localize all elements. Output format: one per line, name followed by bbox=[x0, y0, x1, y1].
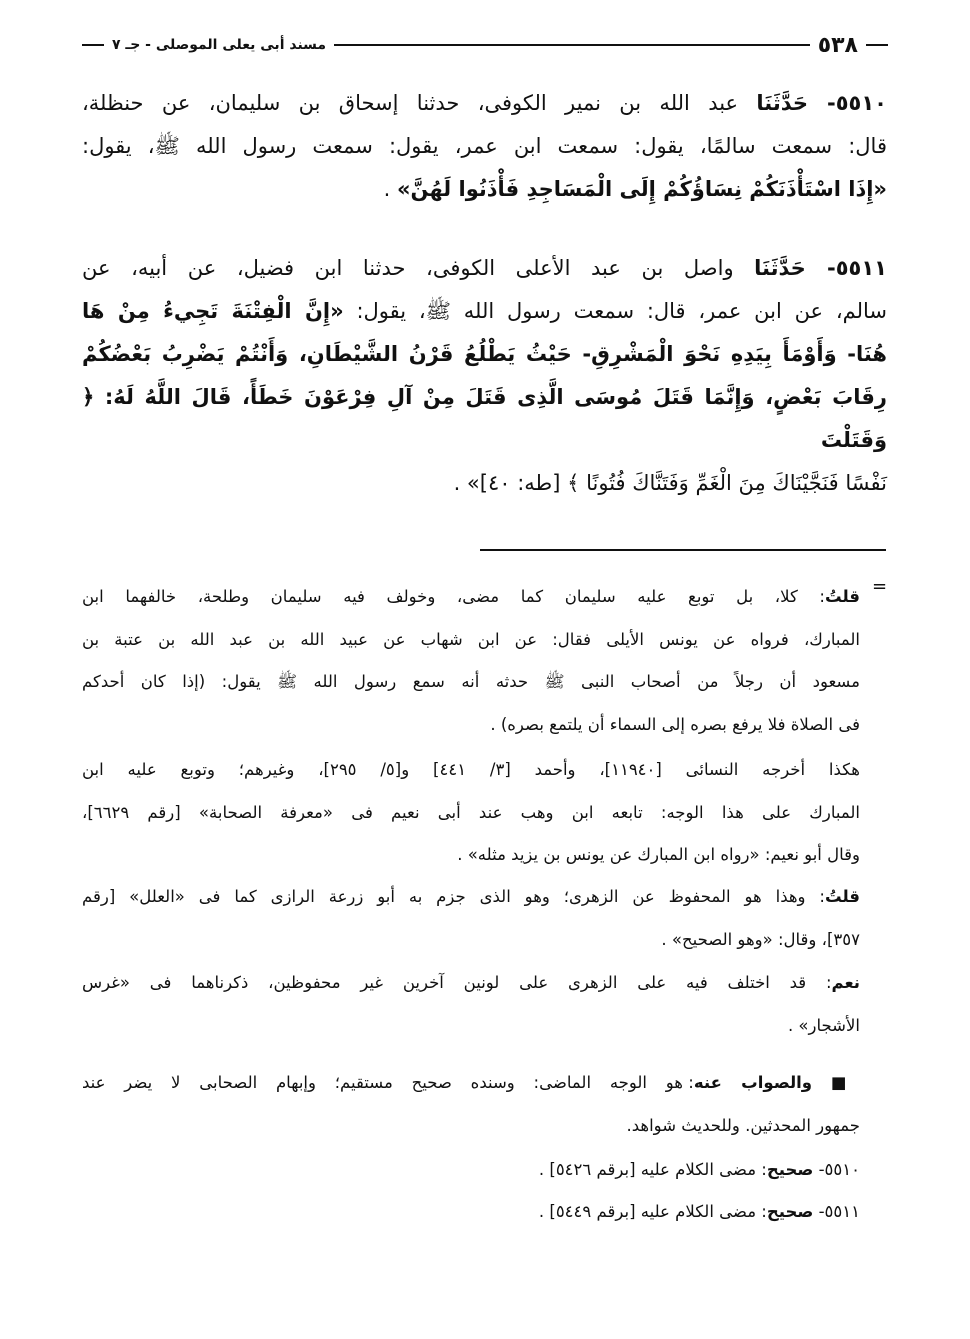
bold-text: رِقَابَ بَعْضٍ، وَإِنَّمَا قَتَلَ مُوسَى الَّذِى قَتَلَ مِنْ آلِ فِرْعَوْنَ خَطَأً، قَالَ اللَّهُ لَهُ: ﴿ وَقَتَلْتَ bbox=[82, 385, 887, 452]
text-line bbox=[82, 704, 860, 747]
text-line bbox=[82, 82, 887, 125]
text-line bbox=[82, 661, 860, 704]
text: : وهذا هو المحفوظ عن الزهرى؛ وهو الذى جزم به أبو زرعة الرازى كما فى «العلل» [رقم bbox=[82, 887, 825, 906]
text-line bbox=[82, 1005, 860, 1048]
bold-text: «إِنَّ الْفِتْنَةَ تَجِيءُ مِنْ هَا bbox=[82, 299, 344, 323]
continuation-mark: = bbox=[872, 576, 888, 597]
page-number: ٥٣٨ bbox=[817, 32, 858, 58]
text: هكذا أخرجه النسائى [١١٩٤٠]، وأحمد [٣/ ٤٤١] و[٥/ ٢٩٥]، وغيرهم؛ وتوبع عليه ابن bbox=[82, 760, 860, 779]
text-line bbox=[82, 576, 860, 619]
text-line bbox=[82, 1191, 860, 1234]
text-line bbox=[82, 619, 860, 662]
text: واصل بن عبد الأعلى الكوفى، حدثنا ابن فضيل، عن أبيه، عن bbox=[82, 256, 755, 280]
text: : مضى الكلام عليه [برقم ٥٤٢٦] . bbox=[538, 1160, 767, 1179]
text: مسعود أن رجلاً من أصحاب النبى ﷺ حدثه أنه سمع رسول الله ﷺ يقول: (إذا كان أحدكم bbox=[82, 672, 860, 692]
footnote-paragraph bbox=[82, 1191, 860, 1234]
text: ■ bbox=[812, 1073, 860, 1092]
text-line bbox=[82, 462, 887, 505]
text: ٥٥١١- bbox=[813, 1202, 860, 1221]
bold-text: صحيح bbox=[766, 1160, 814, 1179]
text: : هو الوجه الماضى: وسنده صحيح مستقيم؛ وإبهام الصحابى لا يضر عند bbox=[82, 1073, 694, 1092]
bold-text: ٥٥١١- حَدَّثَنَا bbox=[754, 256, 887, 280]
text-line bbox=[82, 876, 860, 919]
text-line bbox=[82, 247, 887, 290]
footnote-paragraph bbox=[82, 1062, 860, 1147]
header-dash bbox=[866, 44, 888, 46]
footnote-separator bbox=[480, 549, 886, 551]
hadith-paragraph bbox=[82, 247, 887, 505]
text: المبارك، فرواه عن يونس الأيلى فقال: عن ابن شهاب عن عبيد الله بن عبد الله بن عتبة بن bbox=[82, 629, 860, 649]
text-line bbox=[82, 1105, 860, 1148]
text: : مضى الكلام عليه [برقم ٥٤٤٩] . bbox=[538, 1202, 767, 1221]
text-line bbox=[82, 1149, 860, 1192]
text-line bbox=[82, 125, 887, 168]
text-line bbox=[82, 1062, 860, 1105]
header-dash bbox=[82, 44, 104, 46]
text: قال: سمعت سالمًا، يقول: سمعت ابن عمر، يقول: سمعت رسول الله ﷺ، يقول: bbox=[82, 134, 887, 158]
book-title: مسند أبى يعلى الموصلى - جـ ٧ bbox=[112, 37, 327, 53]
bold-text: قلتُ bbox=[824, 587, 860, 606]
text-line bbox=[82, 792, 860, 835]
bold-text: نعم bbox=[831, 973, 860, 992]
text: المبارك على هذا الوجه: تابعه ابن وهب عند أبى نعيم فى «معرفة الصحابة» [رقم ٦٦٢٩]، bbox=[82, 802, 860, 822]
text: ٥٥١٠- bbox=[813, 1160, 860, 1179]
text: وقال أبو نعيم: «رواه ابن المبارك عن يونس بن يزيد مثله» . bbox=[457, 845, 860, 865]
bold-text: والصواب عنه bbox=[693, 1073, 813, 1092]
footnote-paragraph bbox=[82, 1149, 860, 1192]
text-line bbox=[82, 290, 887, 333]
bold-text: «إِذَا اسْتَأْذَنَكُمْ نِسَاؤُكُمْ إِلَى الْمَسَاجِدِ فَأْذَنُوا لَهُنَّ» bbox=[396, 177, 887, 201]
bold-text: هُنَا- وَأَوْمَأَ بِيَدِهِ نَحْوَ الْمَشْرِقِ- حَيْثُ يَطْلُعُ قَرْنُ الشَّيْطَانِ، وَأَنْتُمْ يَضْرِبُ بَعْضُكُمْ bbox=[82, 342, 887, 366]
text: ٣٥٧]، وقال: «وهو الصحيح» . bbox=[661, 929, 860, 949]
text-line bbox=[82, 333, 887, 376]
text: نَفْسًا فَنَجَّيْنَاكَ مِنَ الْغَمِّ وَفَتَنَّاكَ فُتُونًا ﴾ [طه: ٤٠]» . bbox=[453, 471, 887, 495]
text: . bbox=[383, 177, 397, 201]
text-line bbox=[82, 834, 860, 877]
running-header bbox=[82, 30, 888, 60]
text-line bbox=[82, 168, 887, 211]
text-line bbox=[82, 376, 887, 462]
text: الأشجار» . bbox=[787, 1015, 860, 1035]
text: عبد الله بن نمير الكوفى، حدثنا إسحاق بن سليمان، عن حنظلة، bbox=[82, 91, 757, 115]
header-rule bbox=[334, 44, 810, 46]
footnote-paragraph bbox=[82, 876, 860, 961]
hadith-paragraph bbox=[82, 82, 887, 211]
footnote-paragraph bbox=[82, 576, 860, 746]
text: جمهور المحدثين. وللحديث شواهد. bbox=[626, 1115, 860, 1135]
text-line bbox=[82, 749, 860, 792]
footnote-paragraph bbox=[82, 749, 860, 877]
text-line bbox=[82, 962, 860, 1005]
text: فى الصلاة فلا يرفع بصره إلى السماء أن يلتمع بصره) . bbox=[490, 714, 860, 734]
footnote-paragraph bbox=[82, 962, 860, 1047]
text: : قد اختلف فيه على الزهرى على لونين آخرين غير محفوظين، ذكرناهما فى «غرس bbox=[82, 973, 832, 992]
bold-text: قلتُ bbox=[824, 887, 860, 906]
text: سالم، عن ابن عمر، قال: سمعت رسول الله ﷺ، يقول: bbox=[343, 299, 887, 323]
text-line bbox=[82, 919, 860, 962]
bold-text: صحيح bbox=[766, 1202, 814, 1221]
text: : كلا، بل توبع عليه سليمان كما مضى، وخولف فيه سليمان وطلحة، خالفهما ابن bbox=[82, 587, 825, 606]
bold-text: ٥٥١٠- حَدَّثَنَا bbox=[756, 91, 887, 115]
